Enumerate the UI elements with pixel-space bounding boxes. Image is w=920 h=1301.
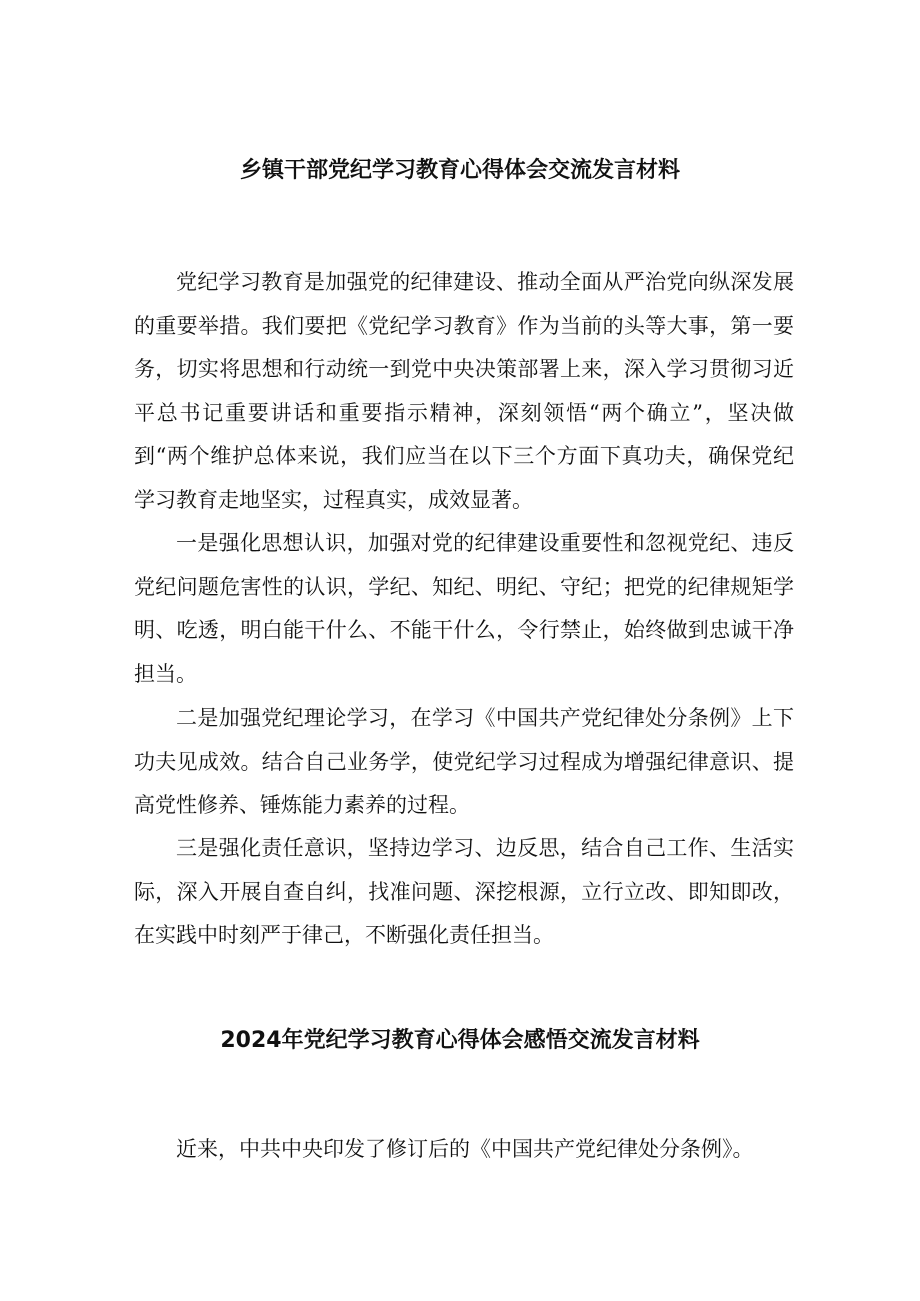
section-1-paragraph-1: 党纪学习教育是加强党的纪律建设、推动全面从严治党向纵深发展的重要举措。我们要把《党纪学习教育》作为当前的头等大事，第一要务，切实将思想和行动统一到党中央决策部署上来，深入学习贯彻习近平总书记重要讲话和重要指示精神，深刻领悟“两个确立”，坚决做到“两个维护总体来说，我们应当在以下三个方面下真功夫，确保党纪学习教育走地坚实，过程真实，成效显著。 [134, 270, 794, 512]
section-1-paragraph-4: 三是强化责任意识，坚持边学习、边反思，结合自己工作、生活实际，深入开展自查自纠，找准问题、深挖根源，立行立改、即知即改，在实践中时刻严于律己，不断强化责任担当。 [134, 836, 794, 947]
section-1-paragraph-3: 二是加强党纪理论学习，在学习《中国共产党纪律处分条例》上下功夫见成效。结合自己业务学，使党纪学习过程成为增强纪律意识、提高党性修养、锤炼能力素养的过程。 [134, 706, 794, 817]
section-1-title: 乡镇干部党纪学习教育心得体会交流发言材料 [239, 158, 680, 183]
section-2-paragraph-1: 近来，中共中央印发了修订后的《中国共产党纪律处分条例》。 [176, 1137, 754, 1161]
section-2-title: 2024年党纪学习教育心得体会感悟交流发言材料 [220, 1028, 700, 1053]
section-1-paragraph-2: 一是强化思想认识，加强对党的纪律建设重要性和忽视党纪、违反党纪问题危害性的认识，学纪、知纪、明纪、守纪；把党的纪律规矩学明、吃透，明白能干什么、不能干什么，令行禁止，始终做到忠诚干净担当。 [134, 531, 794, 686]
